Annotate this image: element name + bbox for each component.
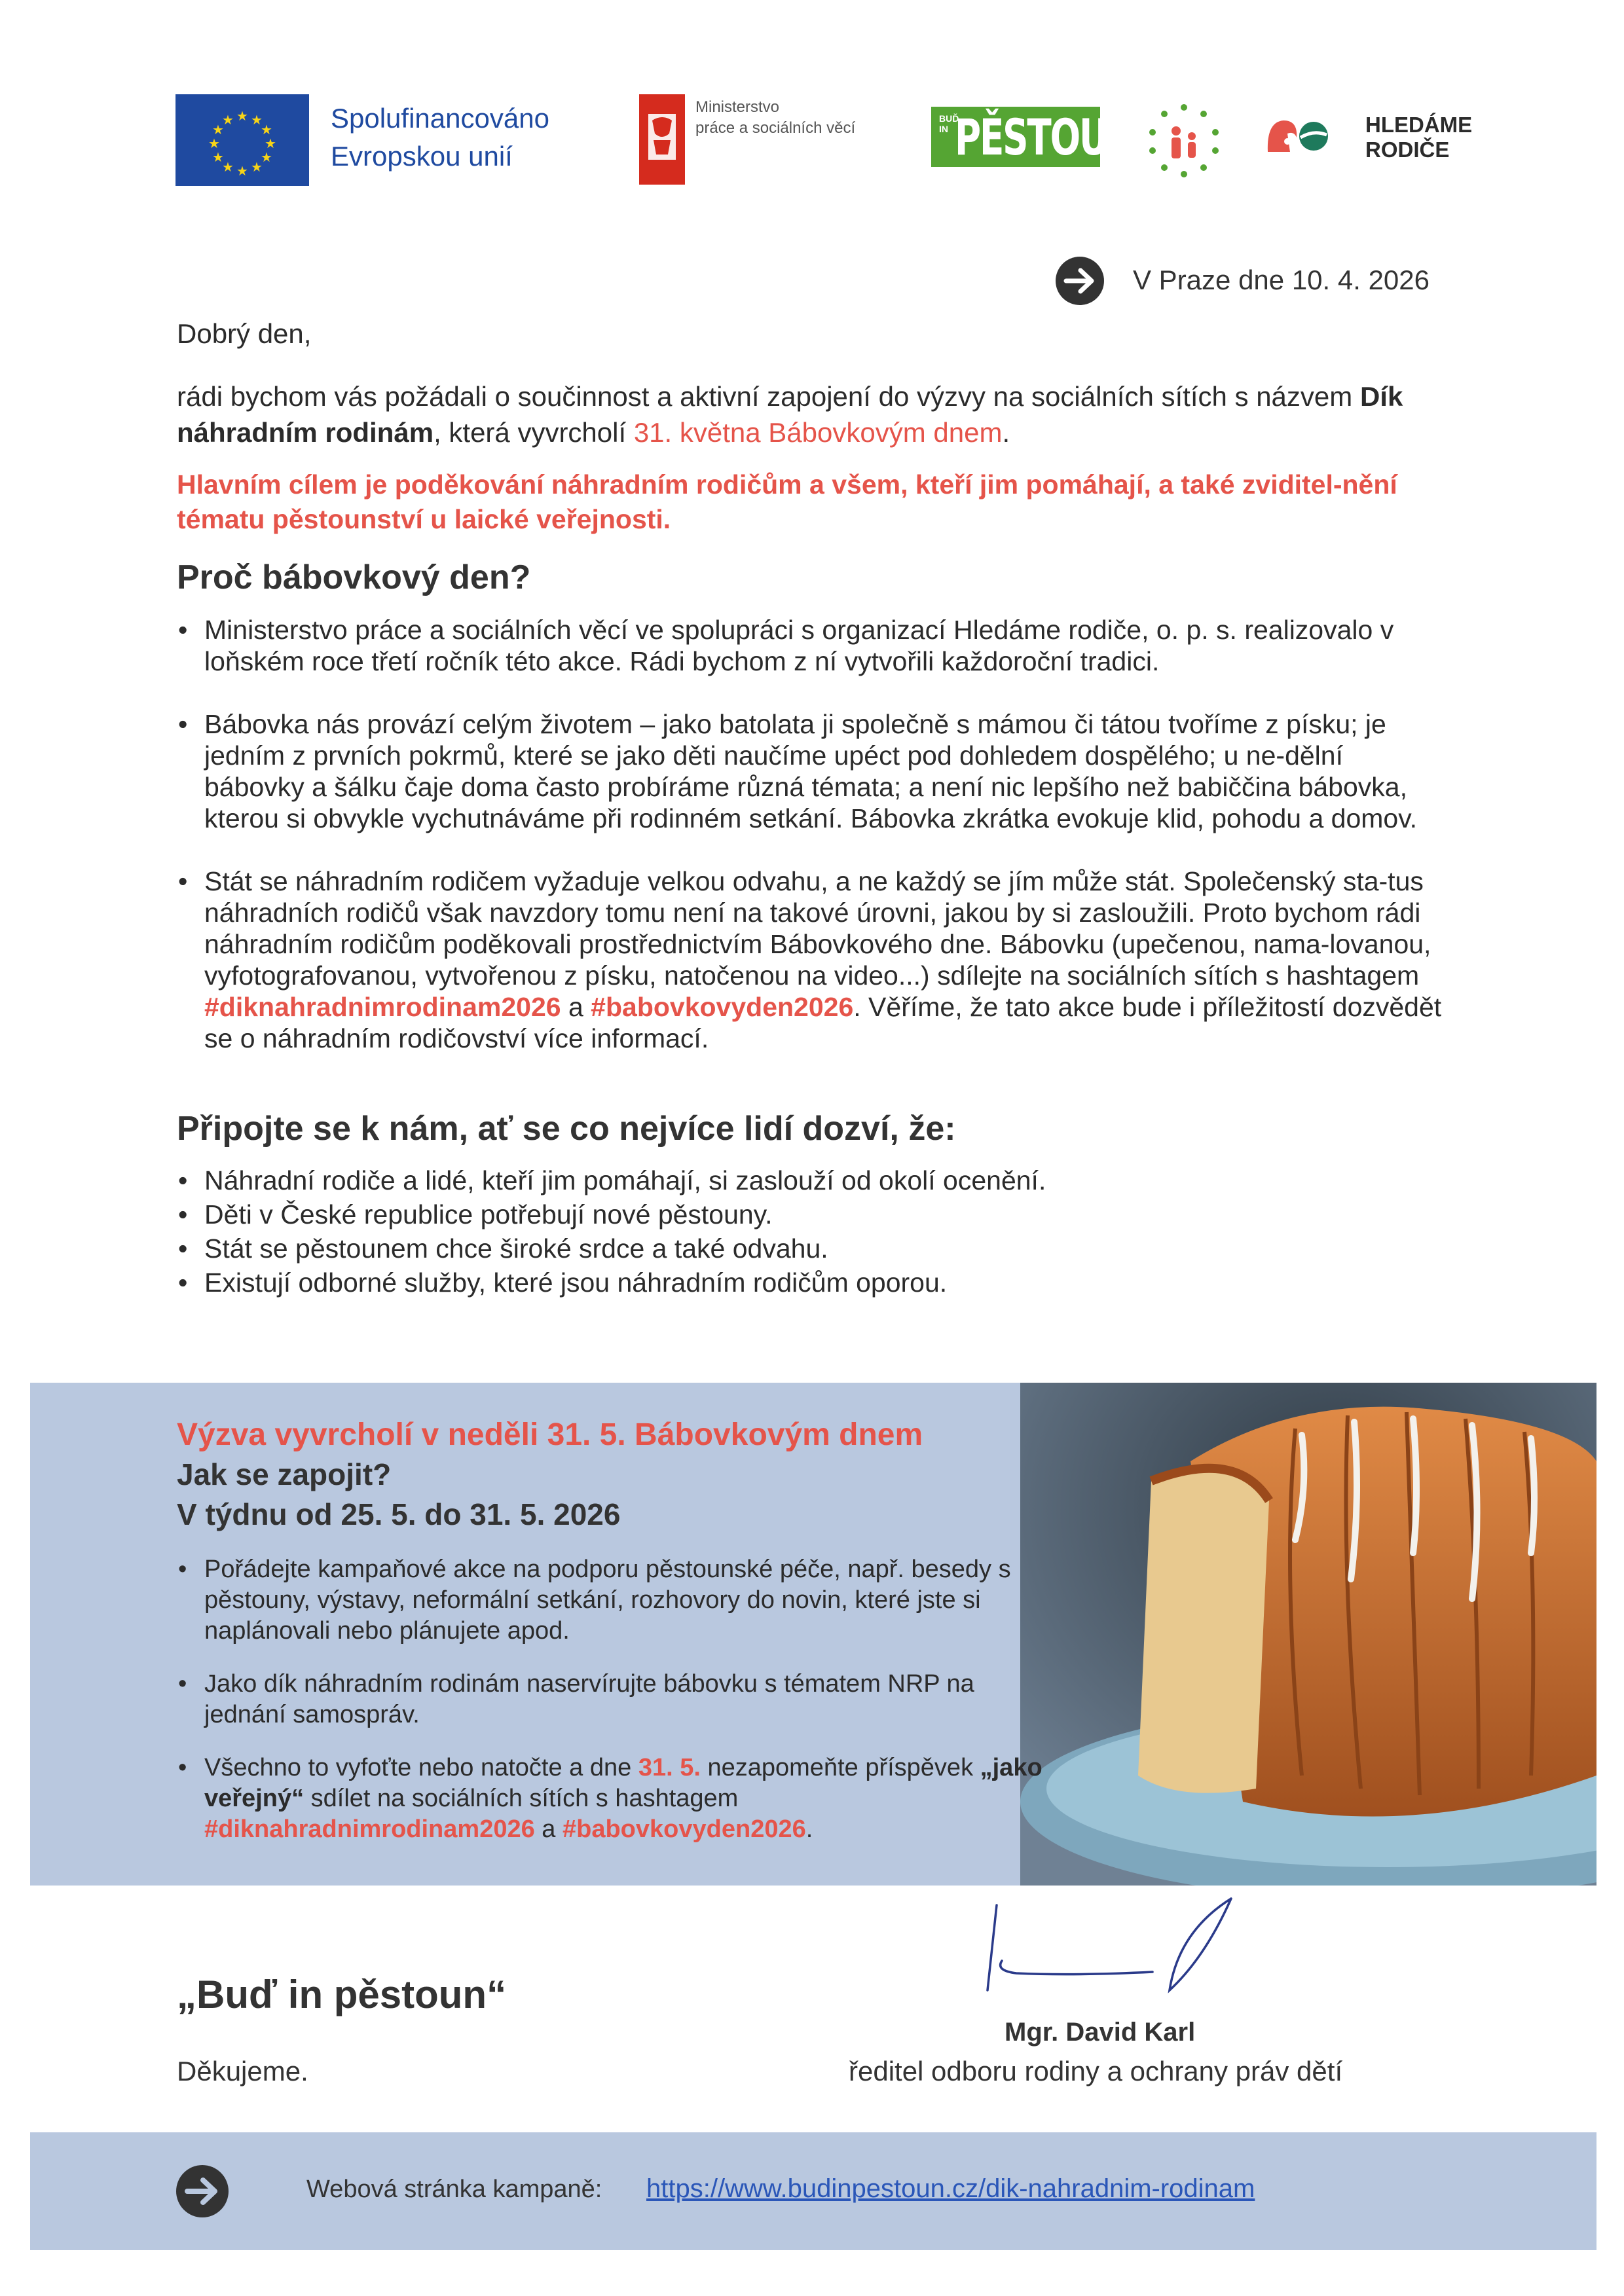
letter-date: V Praze dne 10. 4. 2026: [1133, 264, 1430, 295]
svg-text:★: ★: [212, 122, 224, 137]
mpsv-emblem-icon: [639, 94, 685, 185]
join-list: [177, 1163, 1421, 1300]
mpsv-text: Ministerstvo práce a sociálních věcí: [695, 98, 856, 137]
slogan: „Buď in pěstoun“: [177, 1973, 507, 2016]
eu-flag-icon: [175, 94, 309, 186]
svg-text:★: ★: [251, 159, 263, 175]
goal-paragraph: Hlavním cílem je poděkování náhradním rodičům a všem, kteří jim pomáhají, a také zviditel-nění tématu pěstounství u laické veřejnosti.: [177, 469, 1397, 534]
hashtag: #babovkovyden2026: [591, 992, 854, 1022]
campaign-name: Dík náhradním rodinám: [177, 381, 1403, 448]
list-item: • Pořádejte kampaňové akce na podporu pěstounské péče, např. besedy s pěstouny, výstavy, neformální setkání, rozhovory do novin, které jste si naplánovali nebo plánujete apod.: [177, 1554, 1054, 1647]
greeting: Dobrý den,: [177, 318, 312, 349]
join-heading: Připojte se k nám, ať se co nejvíce lidí dozví, že:: [177, 1110, 956, 1148]
arrow-right-circle-icon: [175, 2164, 229, 2218]
handwritten-signature: [956, 1892, 1283, 2010]
list-item: • Všechno to vyfoťte nebo natočte a dne 31. 5. nezapomeňte příspěvek „jako veřejný“ sdílet na sociálních sítích s hashtagem #diknahradnimrodinam2026 a #babovkovyden2026.: [177, 1753, 1054, 1845]
event-title: Výzva vyvrcholí v neděli 31. 5. Bábovkovým dnem: [177, 1417, 923, 1452]
hashtag: #diknahradnimrodinam2026: [204, 1815, 535, 1843]
svg-text:★: ★: [261, 149, 272, 165]
intro-paragraph: rádi bychom vás požádali o součinnost a aktivní zapojení do výzvy na sociálních sítích s názvem Dík náhradním rodinám, která vyvrcholí 31. května Bábovkovým dnem.: [177, 381, 1403, 448]
campaign-website-link[interactable]: https://www.budinpestoun.cz/dik-nahradnim-rodinam: [646, 2174, 1255, 2203]
hledame-logo-icon: [1264, 111, 1329, 157]
thanks: Děkujeme.: [177, 2056, 308, 2086]
svg-text:★: ★: [261, 122, 272, 137]
arrow-right-circle-icon: [1056, 257, 1104, 305]
hledame-text: HLEDÁME RODIČE: [1365, 113, 1473, 162]
event-content: [177, 1415, 1054, 1867]
list-item: • Náhradní rodiče a lidé, kteří jim pomáhají, si zaslouží od okolí ocenění.: [177, 1163, 1421, 1197]
signer-title: ředitel odboru rodiny a ochrany práv dětí: [849, 2056, 1343, 2086]
why-list: [177, 614, 1450, 1085]
event-band: [30, 1383, 1596, 1886]
web-band: [30, 2132, 1596, 2250]
pestoun-logo-small: BUĎ IN: [939, 113, 959, 134]
list-item: • Existují odborné služby, které jsou náhradním rodičům oporou.: [177, 1266, 1421, 1300]
eu-cofinancing-text: Spolufinancováno Evropskou unií: [331, 103, 549, 172]
list-item: • Bábovka nás provází celým životem – jako batolata ji společně s mámou či tátou tvoříme z písku; je jedním z prvních pokrmů, které se jako děti naučíme upéct pod dohledem dospělého; u ne-dělní bábovky a šálku čaje doma často probíráme různá témata; a není nic lepšího než babiččina bábovka, kterou si obvykle vychutnáváme při rodinném setkání. Bábovka zkrátka evokuje klid, pohodu a domov.: [177, 708, 1450, 834]
list-item: • Děti v České republice potřebují nové pěstouny.: [177, 1197, 1421, 1231]
svg-text:★: ★: [208, 136, 220, 151]
svg-text:★: ★: [265, 136, 276, 151]
list-item: • Stát se náhradním rodičem vyžaduje velkou odvahu, a ne každý se jím může stát. Společenský sta-tus náhradních rodičů však navzdory tomu není na takové úrovni, jakou by si zasloužili. Proto bychom rádi náhradním rodičům poděkovali prostřednictvím Bábovkového dne. Bábovku (upečenou, nama-lovanou, vyfotografovanou, vytvořenou z písku, natočenou na video...) sdílejte na sociálních sítích s hashtagem #diknahradnimrodinam2026 a #babovkovyden2026. Věříme, že tato akce bude i příležitostí dozvědět se o náhradním rodičovství více informací.: [177, 866, 1450, 1054]
hashtag: #diknahradnimrodinam2026: [204, 992, 561, 1022]
list-item: • Stát se pěstounem chce široké srdce a také odvahu.: [177, 1231, 1421, 1266]
svg-text:★: ★: [212, 149, 224, 165]
hashtag: #babovkovyden2026: [562, 1815, 806, 1843]
svg-text:★: ★: [251, 112, 263, 128]
public-note: „jako veřejný“: [204, 1754, 1043, 1812]
bud-in-pestoun-logo: [931, 107, 1135, 167]
family-logo-icon: [1142, 98, 1226, 182]
event-join-heading: Jak se zapojit?: [177, 1457, 392, 1491]
list-item: • Ministerstvo práce a sociálních věcí ve spolupráci s organizací Hledáme rodiče, o. p. s. realizovalo v loňském roce třetí ročník této akce. Rádi bychom z ní vytvořili každoroční tradici.: [177, 614, 1450, 677]
svg-text:★: ★: [222, 112, 234, 128]
svg-text:★: ★: [222, 159, 234, 175]
why-heading: Proč bábovkový den?: [177, 558, 531, 596]
highlight-date: 31. května Bábovkovým dnem: [633, 417, 1003, 448]
web-label: Webová stránka kampaně:: [306, 2176, 602, 2203]
event-date-highlight: 31. 5.: [638, 1754, 701, 1781]
pestoun-logo-big: PĚSTOUN: [955, 108, 1135, 166]
list-item: • Jako dík náhradním rodinám naservírujte bábovku s tématem NRP na jednání samospráv.: [177, 1669, 1054, 1730]
event-list: [177, 1554, 1054, 1845]
cake-photo: [1020, 1383, 1596, 1886]
svg-text:★: ★: [236, 163, 248, 179]
signer-name: Mgr. David Karl: [1005, 2018, 1196, 2047]
event-week: V týdnu od 25. 5. do 31. 5. 2026: [177, 1497, 621, 1531]
svg-text:★: ★: [236, 108, 248, 124]
